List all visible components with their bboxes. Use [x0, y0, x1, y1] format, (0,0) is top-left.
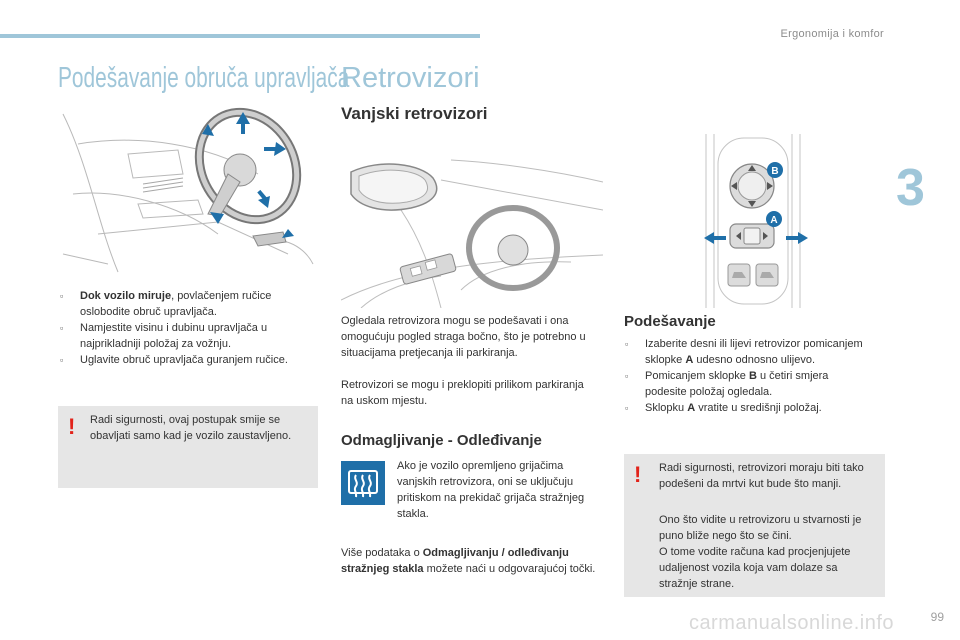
mirror-cockpit-illustration	[341, 150, 603, 308]
release-lever-icon	[253, 229, 294, 246]
rear-defrost-button-icon	[341, 461, 385, 505]
section-header: Ergonomija i komfor	[780, 28, 884, 40]
mirrors-intro-fold: Retrovizori se mogu i preklopiti prilikom parkiranja na uskom mjestu.	[341, 379, 584, 407]
mirrors-warning-text-2: Ono što vidite u retrovizoru u stvarnosti je puno bliže nego što se čini.	[659, 514, 862, 542]
steering-warning-box	[58, 406, 318, 488]
steering-step	[60, 352, 320, 368]
window-switch-icon	[728, 264, 778, 286]
defrost-reference	[341, 545, 601, 577]
step-text: vratite u središnji položaj.	[695, 402, 822, 414]
mirrors-warning-text-3: O tome vodite računa kad procjenjujete udaljenost vozila koja vam dolaze sa stražnje strane.	[659, 546, 851, 590]
step-text: Izaberite desni ili lijevi retrovizor pomicanjem sklopke	[645, 338, 863, 366]
mirror-control-illustration	[700, 134, 812, 308]
adjustment-steps-list	[625, 336, 870, 416]
steering-wheel-illustration	[58, 104, 318, 276]
reference-suffix: možete naći u odgovarajućoj točki.	[423, 563, 596, 575]
steering-warning-text: Radi sigurnosti, ovaj postupak smije se obavljati samo kad je vozilo zaustavljeno.	[90, 414, 292, 442]
defrost-subtitle: Odmagljivanje - Odleđivanje	[341, 432, 542, 449]
switch-b-label: B	[771, 166, 779, 177]
step-text: , povlačenjem ručice oslobodite obruč upravljača.	[80, 290, 272, 318]
step-text: Pomicanjem sklopke	[645, 370, 749, 382]
step-text: udesno odnosno ulijevo.	[693, 354, 816, 366]
steering-step	[60, 288, 320, 320]
bullet-icon: ▫	[625, 403, 629, 413]
mirror-select-switch-a	[730, 224, 774, 248]
bullet-icon: ▫	[60, 355, 64, 365]
step-bold: B	[748, 370, 757, 382]
mirrors-title: Retrovizori	[341, 62, 480, 94]
step-text: Namjestite visinu i dubinu upravljača u najprikladniji položaj za vožnju.	[80, 322, 268, 350]
steering-wheel-icon	[469, 208, 557, 288]
steering-title: Podešavanje obruča upravljača	[58, 62, 350, 94]
mirrors-warning-text-1: Radi sigurnosti, retrovizori moraju biti tako podešeni da mrtvi kut bude što manji.	[659, 462, 864, 490]
steering-step	[60, 320, 320, 352]
adjustment-step	[625, 400, 870, 416]
step-bold: Dok vozilo miruje	[80, 290, 172, 302]
reference-prefix: Više podataka o	[341, 547, 423, 559]
exterior-mirrors-subtitle: Vanjski retrovizori	[341, 104, 488, 123]
step-text: Sklopku	[645, 402, 688, 414]
warning-icon: !	[634, 462, 642, 487]
bullet-icon: ▫	[625, 371, 629, 381]
defrost-text: Ako je vozilo opremljeno grijačima vanjskih retrovizora, oni se uključuju pritiskom na prekidač grijača stražnjeg stakla.	[397, 460, 585, 520]
warning-icon: !	[68, 414, 76, 439]
mirrors-warning-box	[624, 454, 885, 597]
adjustment-step	[625, 368, 870, 400]
bullet-icon: ▫	[60, 291, 64, 301]
page-number: 99	[930, 610, 944, 624]
step-bold: A	[685, 354, 694, 366]
footer-watermark: carmanualsonline.info	[688, 612, 894, 634]
adjustment-subtitle: Podešavanje	[624, 313, 716, 330]
step-bold: A	[687, 402, 696, 414]
bullet-icon: ▫	[625, 339, 629, 349]
bullet-icon: ▫	[60, 323, 64, 333]
adjustment-step	[625, 336, 870, 368]
side-mirror-icon	[351, 164, 437, 210]
top-accent-bar	[0, 34, 480, 38]
steering-wheel-icon	[180, 104, 316, 237]
switch-a-label: A	[770, 215, 778, 226]
door-switch-panel-icon	[400, 253, 457, 284]
mirrors-intro: Ogledala retrovizora mogu se podešavati i ona omogućuju pogled straga bočno, što je potrebno u situacijama pretjecanja ili parkiranja.	[341, 315, 586, 359]
step-text: u četiri smjera podesite položaj ogledala.	[645, 370, 829, 398]
steering-steps-list	[60, 288, 320, 368]
chapter-number: 3	[896, 159, 925, 217]
step-text: Uglavite obruč upravljača guranjem ručice.	[80, 354, 288, 366]
reference-bold: Odmagljivanju / odleđivanju stražnjeg stakla	[341, 547, 569, 575]
